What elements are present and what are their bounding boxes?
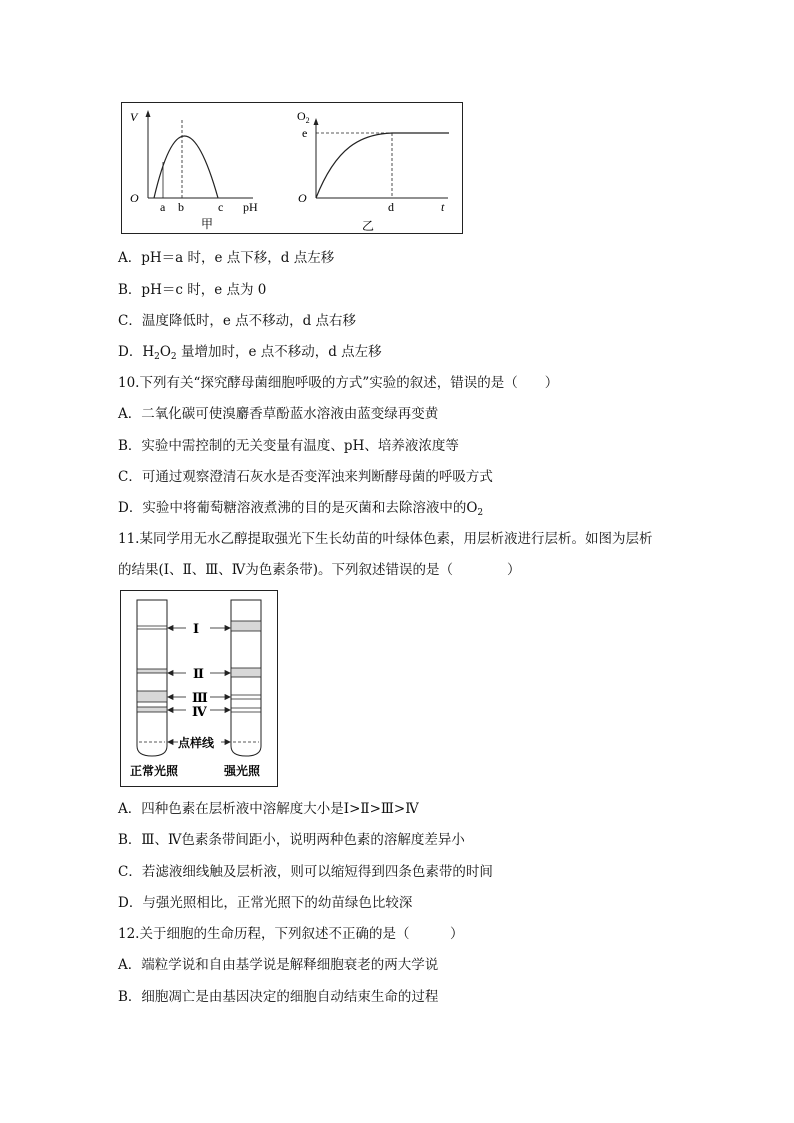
- q9-option-c: C．温度降低时，e 点不移动，d 点右移: [118, 313, 357, 329]
- v-axis-label: V: [130, 110, 138, 124]
- figure-ph-o2-graphs: [121, 102, 464, 235]
- o2-curve: [316, 133, 449, 198]
- q12-stem: 12.关于细胞的生命历程，下列叙述不正确的是（ ）: [118, 926, 464, 942]
- t-axis-label: t: [441, 200, 445, 214]
- figure-chromatography: [120, 590, 279, 788]
- y-axis-arrow: [146, 110, 151, 117]
- figure-frame: [122, 103, 463, 234]
- band-ii: [231, 668, 261, 677]
- origin-line-label: 点样线: [178, 736, 215, 750]
- tick-c: c: [218, 200, 224, 214]
- origin-label: O: [130, 191, 139, 205]
- v-curve: [154, 136, 218, 198]
- tube-outline: [137, 600, 167, 756]
- q10-stem: 10.下列有关“探究酵母菌细胞呼吸的方式”实验的叙述，错误的是（ ）: [118, 375, 559, 391]
- q11-option-d: D．与强光照相比，正常光照下的幼苗绿色比较深: [118, 895, 413, 911]
- tube-normal-light: [137, 600, 167, 756]
- q10-option-b: B．实验中需控制的无关变量有温度、pH、培养液浓度等: [118, 438, 459, 454]
- caption-strong-light: 强光照: [224, 764, 261, 778]
- band-ii: [137, 669, 167, 673]
- q10-option-a: A．二氧化碳可使溴麝香草酚蓝水溶液由蓝变绿再变黄: [118, 406, 439, 422]
- band-i: [231, 621, 261, 631]
- band-label-iv: Ⅳ: [192, 704, 207, 719]
- q10-option-d: D．实验中将葡萄糖溶液煮沸的目的是灭菌和去除溶液中的$O_2$: [118, 500, 484, 518]
- q10-option-c: C．可通过观察澄清石灰水是否变浑浊来判断酵母菌的呼吸方式: [118, 469, 493, 485]
- tick-b: b: [178, 200, 184, 214]
- q11-option-a: A．四种色素在层析液中溶解度大小是Ⅰ>Ⅱ>Ⅲ>Ⅳ: [118, 801, 419, 817]
- q12-option-b: B．细胞凋亡是由基因决定的细胞自动结束生命的过程: [118, 989, 439, 1005]
- q9-option-a: A．pH＝a 时，e 点下移，d 点左移: [118, 250, 335, 266]
- band-label-ii: Ⅱ: [193, 666, 204, 681]
- q11-stem-line2: 的结果(Ⅰ、Ⅱ、Ⅲ、Ⅳ为色素条带)。下列叙述错误的是（ ）: [118, 562, 521, 578]
- tick-d: d: [388, 200, 394, 214]
- band-label-iii: Ⅲ: [192, 690, 208, 705]
- origin-label: O: [298, 191, 307, 205]
- q11-stem-line1: 11.某同学用无水乙醇提取强光下生长幼苗的叶绿体色素，用层析液进行层析。如图为层析: [118, 531, 653, 547]
- q11-option-c: C．若滤液细线触及层析液，则可以缩短得到四条色素带的时间: [118, 864, 493, 880]
- band-label-i: Ⅰ: [193, 621, 200, 636]
- q9-option-d: D．$H_2O_2$ 量增加时，e 点不移动，d 点左移: [118, 344, 382, 362]
- o2-axis-label: $O_2$: [297, 109, 310, 125]
- q12-option-a: A．端粒学说和自由基学说是解释细胞衰老的两大学说: [118, 957, 439, 973]
- graph-jia: [130, 110, 258, 231]
- band-iv: [137, 707, 167, 712]
- y-axis-arrow: [314, 118, 319, 125]
- band-arrows: [168, 626, 230, 745]
- caption-jia: 甲: [201, 217, 214, 231]
- ph-axis-label: pH: [243, 200, 258, 214]
- tick-a: a: [160, 200, 166, 214]
- q11-option-b: B．Ⅲ、Ⅳ色素条带间距小，说明两种色素的溶解度差异小: [118, 832, 465, 848]
- q9-option-b: B．pH＝c 时，e 点为 0: [118, 282, 267, 298]
- graph-yi: [297, 109, 449, 233]
- band-iii: [137, 691, 167, 702]
- caption-normal-light: 正常光照: [130, 764, 179, 778]
- e-level-label: e: [302, 126, 308, 140]
- tube-strong-light: [231, 600, 261, 756]
- caption-yi: 乙: [362, 219, 375, 233]
